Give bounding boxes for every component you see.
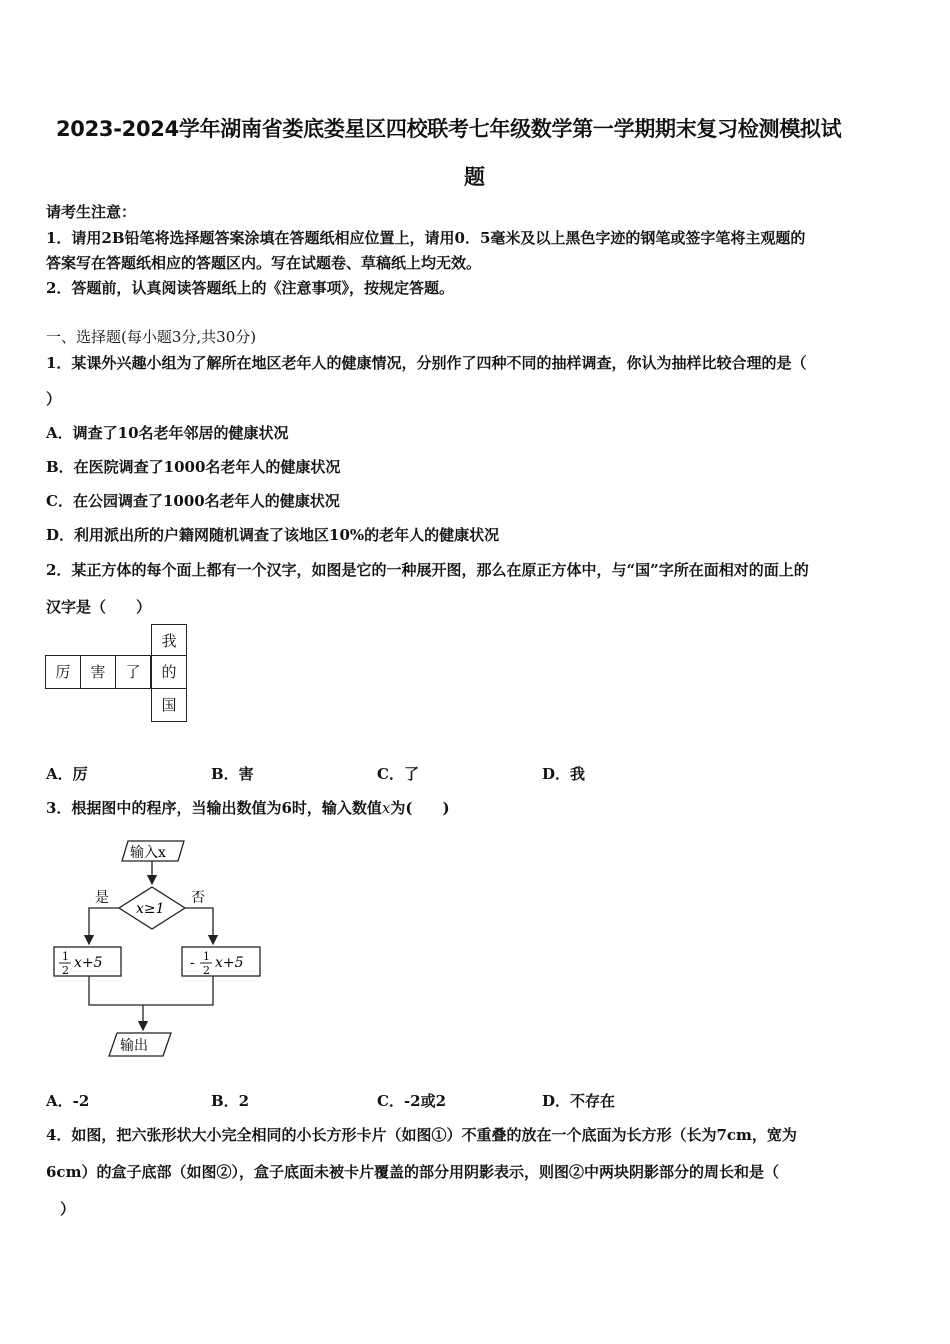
q4-stem-line2: 6cm）的盒子底部（如图②），盒子底面未被卡片覆盖的部分用阴影表示，则图②中两块阴影部分的周长和是（ [46, 1163, 779, 1181]
output-label: 输出 [120, 1038, 148, 1054]
left-fraction-numerator: 1 [62, 950, 69, 963]
q1-stem-line1: 1．某课外兴趣小组为了解所在地区老年人的健康情况，分别作了四种不同的抽样调查，你认为抽样比较合理的是（ [46, 354, 807, 372]
q3-option-b: B．2 [211, 1092, 250, 1110]
net-cell: 国 [151, 688, 187, 722]
input-label: 输入x [130, 845, 166, 861]
flowchart-figure [40, 832, 280, 1062]
q1-option-a: A．调查了10名老年邻居的健康状况 [46, 424, 289, 442]
net-cell: 厉 [45, 655, 81, 689]
right-fraction-numerator: 1 [203, 950, 210, 963]
condition-label: x≥1 [136, 901, 165, 917]
yes-label: 是 [95, 890, 109, 906]
q3-option-d: D．不存在 [542, 1092, 616, 1110]
q3-stem-before: 3．根据图中的程序，当输出数值为6时，输入数值 [46, 799, 382, 817]
left-formula-rest: x+5 [74, 955, 103, 971]
q4-stem-line3: ） [60, 1200, 76, 1218]
page-title-line1: 2023-2024学年湖南省娄底娄星区四校联考七年级数学第一学期期末复习检测模拟试 [56, 117, 842, 141]
q2-option-a: A．厉 [46, 765, 88, 783]
q1-option-b: B．在医院调查了1000名老年人的健康状况 [46, 458, 341, 476]
notice-item2: 2．答题前，认真阅读答题纸上的《注意事项》，按规定答题。 [46, 279, 454, 297]
q3-stem-after: 为( ) [390, 799, 450, 817]
no-label: 否 [191, 890, 205, 906]
notice-item1-line1: 1．请用2B铅笔将选择题答案涂填在答题纸相应位置上，请用0．5毫米及以上黑色字迹的钢笔或签字笔将主观题的 [46, 229, 806, 247]
q1-stem-line2: ） [46, 390, 62, 408]
q1-option-c: C．在公园调查了1000名老年人的健康状况 [46, 492, 340, 510]
notice-heading: 请考生注意： [46, 203, 137, 221]
net-cell: 害 [80, 655, 116, 689]
q2-option-d: D．我 [542, 765, 586, 783]
q1-option-d: D．利用派出所的户籍网随机调查了该地区10%的老年人的健康状况 [46, 526, 500, 544]
q3-variable: x [381, 799, 391, 817]
q2-stem-line2: 汉字是（ ） [46, 598, 152, 616]
net-cell: 的 [151, 655, 187, 689]
right-formula-sign: - [190, 955, 195, 971]
net-cell: 了 [115, 655, 151, 689]
section-heading: 一、选择题(每小题3分,共30分) [46, 328, 257, 346]
q2-option-c: C．了 [377, 765, 419, 783]
left-fraction-denominator: 2 [62, 964, 69, 977]
q3-stem [46, 797, 450, 818]
q2-stem-line1: 2．某正方体的每个面上都有一个汉字，如图是它的一种展开图，那么在原正方体中，与“国”字所在面相对的面上的 [46, 561, 809, 579]
page-title-line2: 题 [464, 165, 485, 189]
net-cell: 我 [151, 624, 187, 656]
right-formula-rest: x+5 [215, 955, 244, 971]
q2-option-b: B．害 [211, 765, 254, 783]
q3-option-a: A．-2 [46, 1092, 90, 1110]
q4-stem-line1: 4．如图，把六张形状大小完全相同的小长方形卡片（如图①）不重叠的放在一个底面为长方形（长为7cm，宽为 [46, 1126, 797, 1144]
right-fraction-denominator: 2 [203, 964, 210, 977]
q3-option-c: C．-2或2 [377, 1092, 447, 1110]
notice-item1-line2: 答案写在答题纸相应的答题区内。写在试题卷、草稿纸上均无效。 [46, 254, 482, 272]
